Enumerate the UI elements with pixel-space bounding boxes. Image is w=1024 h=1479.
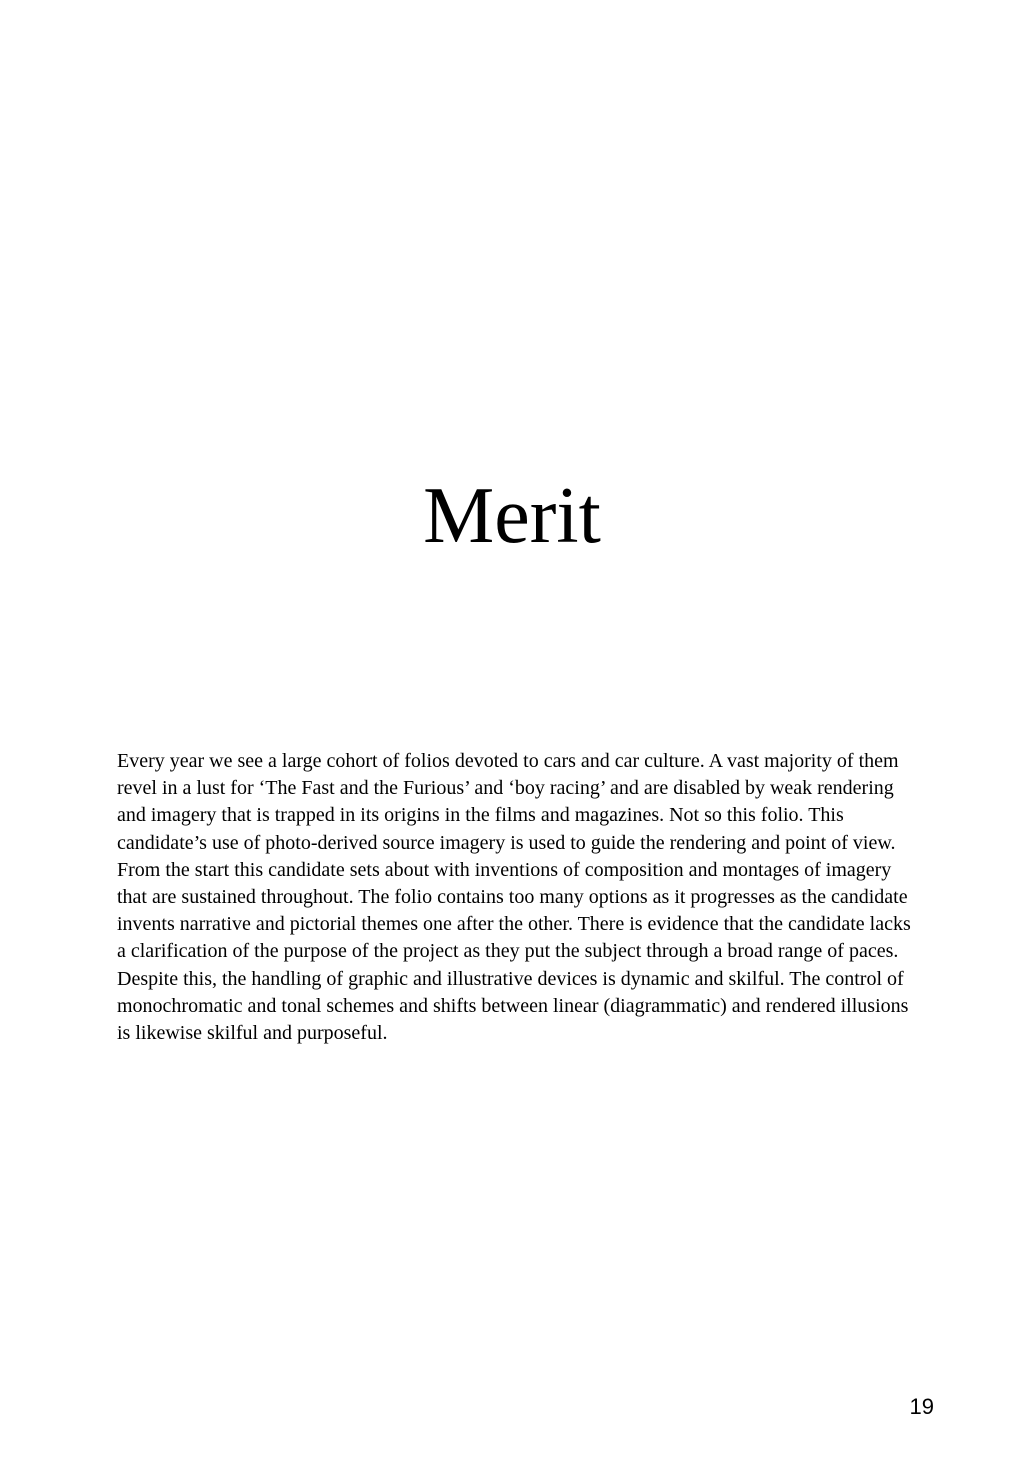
body-paragraph: Every year we see a large cohort of folios devoted to cars and car culture. A vast majority of them revel in a lust for ‘The Fast and the Furious’ and ‘boy racing’ and are disabled by weak rendering and imagery that is trapped in its origins in the films and magazines. Not so this folio. This candidate’s use of photo-derived source imagery is used to guide the rendering and point of view. From the start this candidate sets about with inventions of composition and montages of imagery that are sustained throughout. The folio contains too many options as it progresses as the candidate invents narrative and pictorial themes one after the other. There is evidence that the candidate lacks a clarification of the purpose of the project as they put the subject through a broad range of paces. Despite this, the handling of graphic and illustrative devices is dynamic and skilful. The control of monochromatic and tonal schemes and shifts between linear (diagrammatic) and rendered illusions is likewise skilful and purposeful. — [117, 750, 911, 1045]
page-title: Merit — [423, 472, 601, 560]
page-number: 19 — [909, 1394, 934, 1419]
